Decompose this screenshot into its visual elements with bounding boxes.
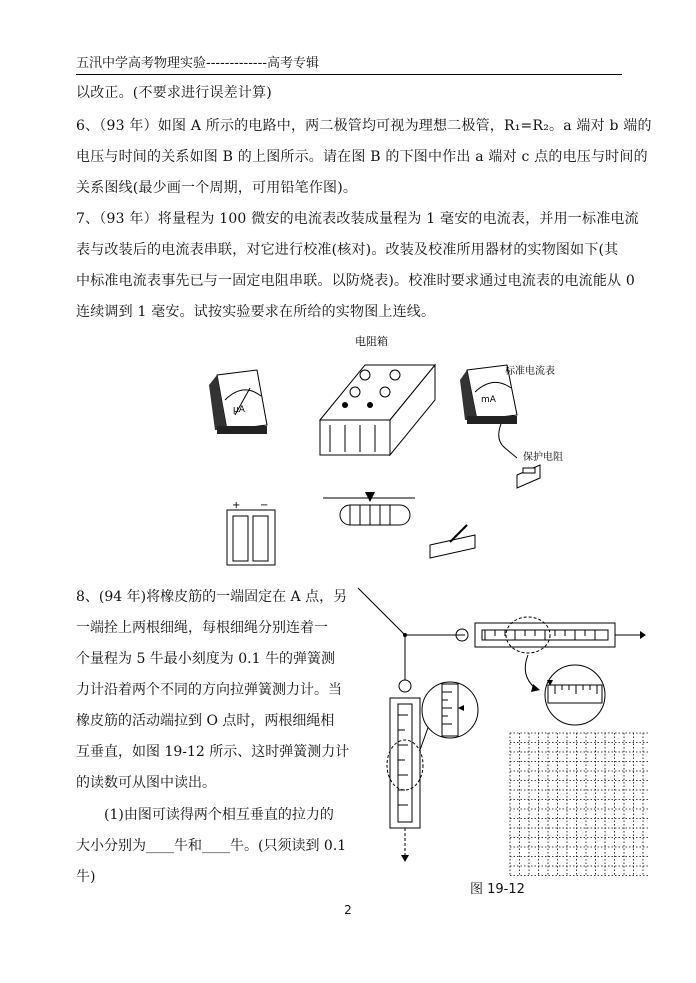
text-line: 连续调到 1 毫安。试按实验要求在所给的实物图上连线。 xyxy=(76,304,436,320)
svg-text:+: + xyxy=(232,500,241,511)
q8-line: 一端拴上两根细绳，每根细绳分别连着一 xyxy=(76,620,328,636)
text-line: 关系图线(最少画一个周期，可用铅笔作图)。 xyxy=(76,180,358,196)
page-number: 2 xyxy=(344,903,352,917)
svg-text:−: − xyxy=(260,500,269,511)
q8-line: 力计沿着两个不同的方向拉弹簧测力计。当 xyxy=(76,682,342,698)
vertical-spring-balance-icon xyxy=(387,680,423,862)
meter1-unit: μA xyxy=(233,405,245,415)
meter2-unit: mA xyxy=(481,395,496,405)
figure-7-apparatus xyxy=(205,330,563,570)
q8-line: 8、(94 年)将橡皮筋的一端固定在 A 点，另 xyxy=(76,589,348,605)
magnifier-horizontal-icon xyxy=(545,665,605,725)
q8-line: 大小分别为____牛和____牛。(只须读到 0.1 xyxy=(76,838,347,854)
battery-icon xyxy=(227,500,275,565)
standard-meter-label: 标准电流表 xyxy=(505,366,555,377)
resistance-box-label: 电阻箱 xyxy=(355,335,388,348)
text-line: 7、（93 年）将量程为 100 微安的电流表改装成量程为 1 毫安的电流表，并用一标准电流 xyxy=(76,211,639,227)
microammeter-icon xyxy=(209,370,267,434)
q8-line: 橡皮筋的活动端拉到 O 点时，两根细绳相 xyxy=(76,713,335,729)
page-header xyxy=(76,52,622,75)
text-line: 中标准电流表事先已与一固定电阻串联。以防烧表)。校准时要求通过电流表的电流能从 0 xyxy=(76,273,636,289)
switch-icon xyxy=(430,525,475,558)
horizontal-spring-balance-icon xyxy=(456,617,646,653)
q8-line: 的读数可从图中读出。 xyxy=(76,775,216,791)
resistance-box-icon xyxy=(320,365,435,455)
text-line: 电压与时间的关系如图 B 的上图所示。请在图 B 的下图中作出 a 端对 c 点的电压与时间的 xyxy=(76,149,648,165)
figure-caption: 图 19-12 xyxy=(470,882,525,897)
figure-19-12 xyxy=(350,580,650,880)
protect-resistor-label: 保护电阻 xyxy=(523,452,563,463)
text-line: 表与改装后的电流表串联，对它进行校准(核对)。改装及校准所用器材的实物图如下(其 xyxy=(76,242,619,258)
q8-line: 互垂直，如图 19-12 所示、这时弹簧测力计 xyxy=(76,744,350,760)
protective-resistor-icon xyxy=(517,465,540,488)
magnifier-vertical-icon xyxy=(422,682,478,738)
text-line: 6、（93 年）如图 A 所示的电路中，两二极管均可视为理想二极管，R₁=R₂。a 端对 b 端的 xyxy=(76,118,652,134)
header-title: 五汛中学高考物理实验-------------高考专辑 xyxy=(76,56,319,71)
q8-line: 牛) xyxy=(76,869,96,885)
q8-line: 个量程为 5 牛最小刻度为 0.1 牛的弹簧测 xyxy=(76,651,335,667)
q8-line: (1)由图可读得两个相互垂直的拉力的 xyxy=(104,807,334,823)
text-line: 以改正。(不要求进行误差计算) xyxy=(76,85,272,101)
answer-grid xyxy=(510,733,648,876)
rheostat-icon xyxy=(323,492,415,525)
